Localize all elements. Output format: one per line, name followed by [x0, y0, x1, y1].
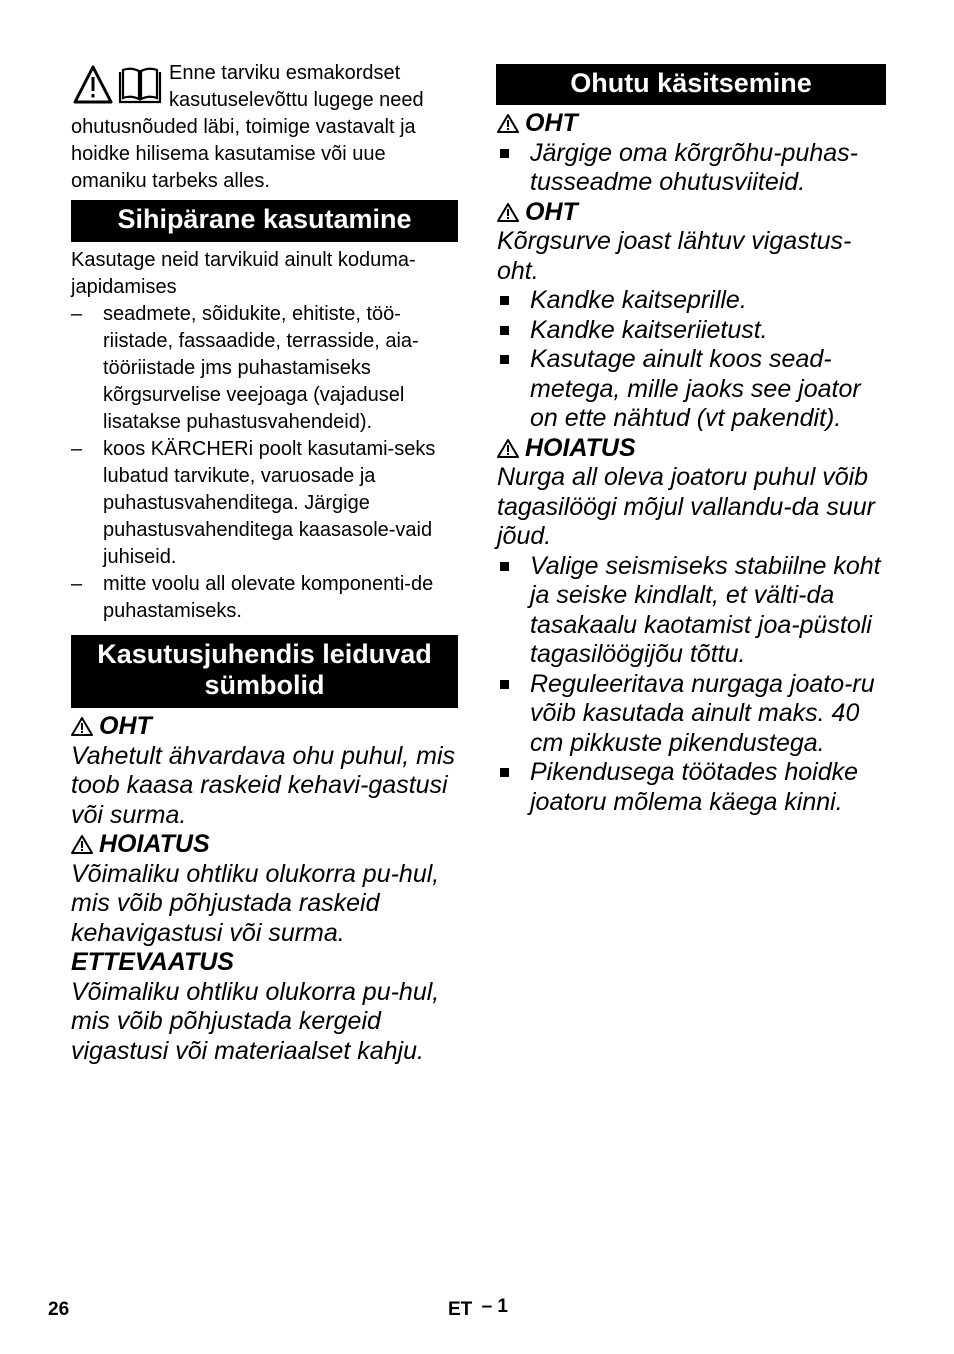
page-number: 26 — [48, 1299, 70, 1320]
dash-bullet: – — [71, 438, 83, 460]
heading-ohutu-kasitsemine: Ohutu käsitsemine — [496, 64, 886, 105]
heading-symbols-line2: sümbolid — [204, 670, 325, 700]
heading-sihiparane-kasutamine: Sihipärane kasutamine — [71, 200, 458, 242]
oht-label-text: OHT — [525, 197, 578, 226]
warning-triangle-icon — [497, 202, 519, 222]
list-item-text: Pikendusega töötades hoidke joatoru mõlema käega kinni. — [530, 758, 859, 816]
list-item-text: Kasutage ainult koos sead-metega, mille jaoks see joator on ette nähtud (vt pakendit). — [530, 345, 861, 432]
list-item — [71, 571, 461, 625]
oht2-list — [497, 286, 889, 434]
heading-symbols — [71, 635, 458, 708]
heading-symbols-line1: Kasutusjuhendis leiduvad — [97, 639, 432, 669]
list-item — [497, 316, 889, 346]
square-bullet-icon — [500, 562, 509, 571]
oht-label — [497, 109, 889, 139]
hoiatus-label — [497, 434, 889, 464]
list-item — [497, 670, 889, 759]
intro-text: Enne tarviku esmakordset kasutuselevõttu lugege need ohutusnõuded läbi, toimige vastavalt ja hoidke hilisema kasutamise või uue omaniku tarbeks alles. — [71, 62, 424, 192]
oht-label-text: OHT — [99, 712, 152, 740]
safety-block — [497, 109, 889, 817]
list-item-text: Valige seismiseks stabiilne koht ja seiske kindlalt, et välti-da tasakaalu kaotamist joa-püstoli tagasilöögijõu tõttu. — [530, 551, 881, 668]
square-bullet-icon — [500, 296, 509, 305]
list-item — [497, 345, 889, 434]
warning-triangle-icon — [497, 113, 519, 133]
warning-triangle-icon — [497, 438, 519, 458]
list-item-text: Reguleeritava nurgaga joato-ru võib kasutada ainult maks. 40 cm pikkuste pikendustega. — [530, 669, 875, 757]
warning-triangle-icon — [71, 834, 93, 854]
oht-label — [497, 198, 889, 228]
list-item — [71, 301, 461, 436]
hoiatus-label-text: HOIATUS — [525, 433, 636, 462]
oht-label-text: OHT — [525, 109, 578, 137]
list-item-text: koos KÄRCHERi poolt kasutami-seks lubatud tarvikute, varuosade ja puhastusvahenditega. Järgige puhastusvahenditega kaasasole-vaid juhiseid. — [103, 438, 436, 568]
oht2-text: Kõrgsurve joast lähtuv vigastus-oht. — [497, 227, 852, 285]
hoiatus-label — [71, 830, 463, 860]
warning-triangle-icon — [71, 716, 93, 736]
list-item-text: mitte voolu all olevate komponenti-de puhastamiseks. — [103, 573, 434, 622]
square-bullet-icon — [500, 326, 509, 335]
usage-list — [71, 301, 461, 625]
dash-bullet: – — [71, 303, 83, 325]
symbols-block — [71, 712, 463, 1066]
square-bullet-icon — [500, 680, 509, 689]
list-item-text: seadmete, sõidukite, ehitiste, töö-riistade, fassaadide, terrasside, aia-tööriistade jms puhastamiseks kõrgsurvelise veejoaga (vajadusel lisatakse puhastusvahendeid). — [103, 303, 419, 433]
footer-sub: – 1 — [481, 1296, 508, 1317]
ettevaatus-label: ETTEVAATUS — [71, 948, 234, 976]
square-bullet-icon — [500, 149, 509, 158]
intro-block — [71, 60, 458, 195]
square-bullet-icon — [500, 355, 509, 364]
intro-icons — [73, 64, 163, 108]
list-item-text: Järgige oma kõrgrõhu-puhas-tusseadme ohutusviiteid. — [530, 138, 858, 196]
section1-lead: Kasutage neid tarvikuid ainult koduma-japidamises — [71, 249, 416, 298]
footer-lang — [448, 1296, 508, 1321]
hoiatus-text: Võimaliku ohtliku olukorra pu-hul, mis võib põhjustada raskeid kehavigastusi või surma. — [71, 859, 440, 947]
open-book-icon — [117, 66, 163, 106]
list-item — [71, 436, 461, 571]
hoiatus-label-text: HOIATUS — [99, 830, 210, 858]
dash-bullet: – — [71, 573, 83, 595]
list-item — [497, 552, 889, 670]
list-item-text: Kandke kaitseprille. — [530, 286, 747, 314]
list-item-text: Kandke kaitseriietust. — [530, 315, 768, 344]
oht-label — [71, 712, 463, 742]
ettevaatus-text: Võimaliku ohtliku olukorra pu-hul, mis võib põhjustada kergeid vigastusi või materiaalset kahju. — [71, 977, 440, 1065]
oht1-list — [497, 139, 889, 198]
footer-lang-code: ET — [448, 1299, 473, 1320]
hoiatus-list — [497, 552, 889, 818]
list-item — [497, 139, 889, 198]
list-item — [497, 286, 889, 316]
hoiatus-text: Nurga all oleva joatoru puhul võib tagasilöögi mõjul vallandu-da suur jõud. — [497, 463, 876, 550]
oht-text: Vahetult ähvardava ohu puhul, mis toob kaasa raskeid kehavi-gastusi või surma. — [71, 741, 456, 829]
list-item — [497, 758, 889, 817]
square-bullet-icon — [500, 768, 509, 777]
